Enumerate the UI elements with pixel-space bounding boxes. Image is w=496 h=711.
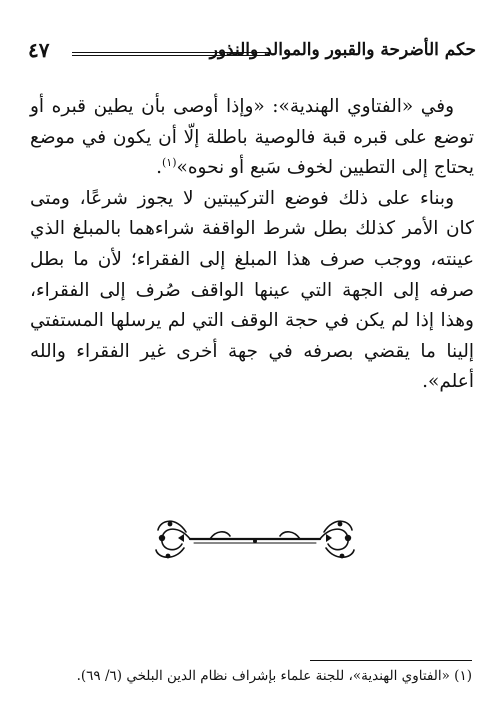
footnote-reference: (١) (161, 156, 177, 170)
paragraph-first-text: وفي «الفتاوي الهندية»: «وإذا أوصى بأن يطين قبره أو توضع على قبره قبة فالوصية باطلة إلّا أن يكون في موضع يحتاج إلى التطيين لخوف سَبع أو نحوه» (30, 96, 474, 179)
paragraph-first (30, 92, 474, 184)
paragraph-second: وبناء على ذلك فوضع التركيبتين لا يجوز شرعًا، ومتى كان الأمر كذلك بطل شرط الواقفة شراءهما بالمبلغ الذي عينته، ووجب صرف هذا المبلغ إلى الفقراء؛ لأن ما بطل صرفه إلى الجهة التي عينها الواقف صُرف إلى الفقراء، وهذا إذا لم يكن في حجة الوقف التي لم يرسلها المستفتي إلينا ما يقضي بصرفه في جهة أخرى غير الفقراء والله أعلم». (30, 187, 474, 393)
paragraph-first-end: . (156, 157, 162, 179)
header-rule (72, 52, 270, 56)
page-header (28, 38, 476, 72)
body-text (30, 92, 474, 398)
footnote: (١) «الفتاوي الهندية»، للجنة علماء بإشراف نظام الدين البلخي (٦/ ٦٩). (76, 668, 472, 684)
footnote-rule (310, 660, 472, 661)
page-number: ٤٧ (28, 38, 50, 62)
floral-divider-icon (150, 512, 360, 566)
running-title: حكم الأضرحة والقبور والموالد والنذور (209, 40, 476, 60)
